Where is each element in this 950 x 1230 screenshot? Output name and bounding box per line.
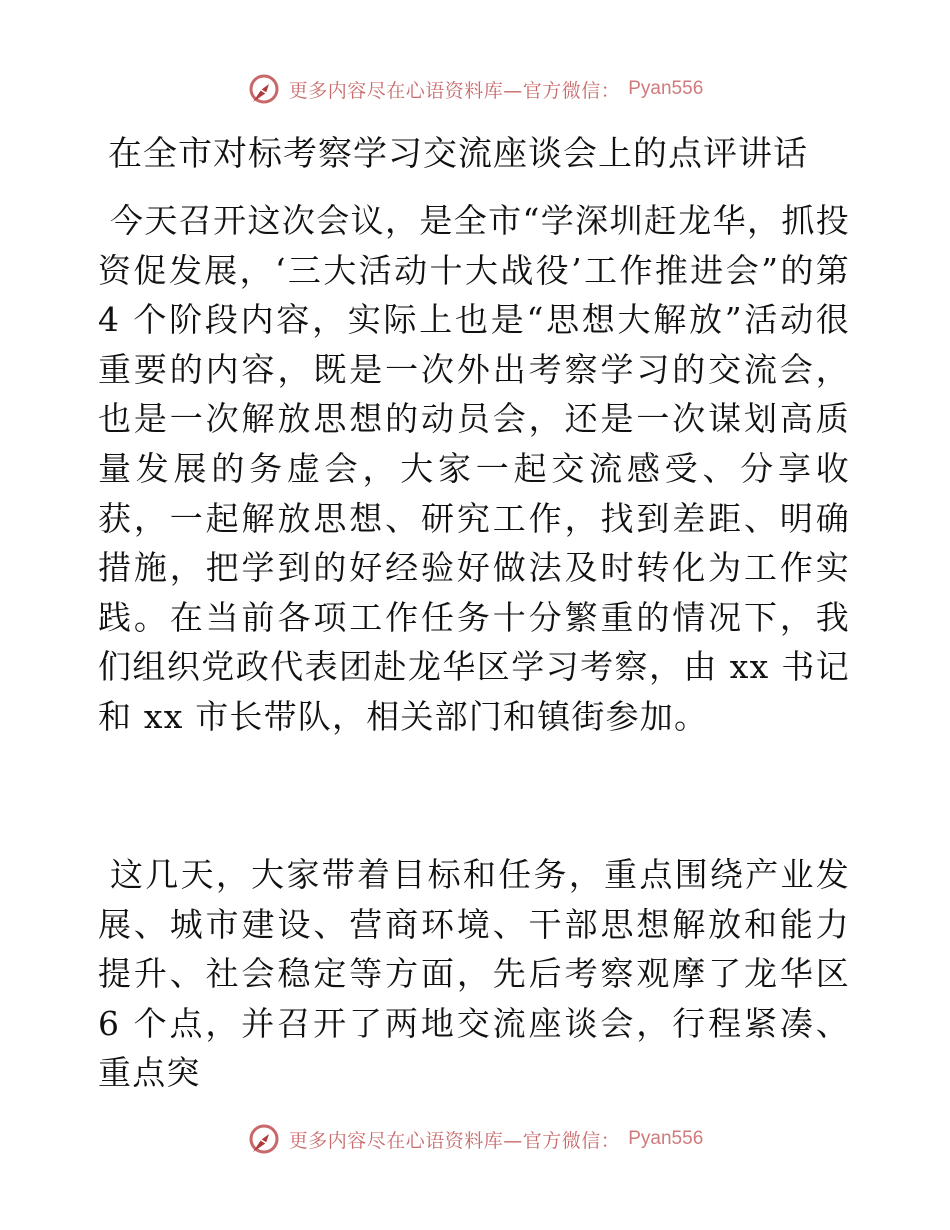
watermark-account: Pyan556 — [628, 78, 704, 99]
header-watermark-banner — [0, 72, 950, 106]
pen-nib-logo-icon — [247, 72, 281, 106]
body-paragraph-2: 这几天，大家带着目标和任务，重点围绕产业发展、城市建设、营商环境、干部思想解放和能力提升、社会稳定等方面，先后考察观摩了龙华区 6 个点，并召开了两地交流座谈会，行程紧凑、重点突 — [98, 855, 850, 1093]
pen-nib-logo-icon — [247, 1122, 281, 1156]
body-paragraph-1: 今天召开这次会议，是全市“学深圳赶龙华，抓投资促发展，‘三大活动十大战役’工作推进会”的第 4 个阶段内容，实际上也是“思想大解放”活动很重要的内容，既是一次外出考察学习的交流会，也是一次解放思想的动员会，还是一次谋划高质量发展的务虚会，大家一起交流感受、分享收获，一起解放思想、研究工作，找到差距、明确措施，把学到的好经验好做法及时转化为工作实践。在当前各项工作任务十分繁重的情况下，我们组织党政代表团赴龙华区学习考察，由 xx 书记和 xx 市长带队，相关部门和镇街参加。 — [98, 201, 850, 736]
footer-watermark-banner — [0, 1122, 950, 1156]
watermark-account: Pyan556 — [628, 1128, 704, 1149]
watermark-text: 更多内容尽在心语资料库—官方微信： — [288, 79, 621, 102]
watermark-text: 更多内容尽在心语资料库—官方微信： — [288, 1129, 621, 1152]
document-title: 在全市对标考察学习交流座谈会上的点评讲话 — [108, 134, 808, 174]
